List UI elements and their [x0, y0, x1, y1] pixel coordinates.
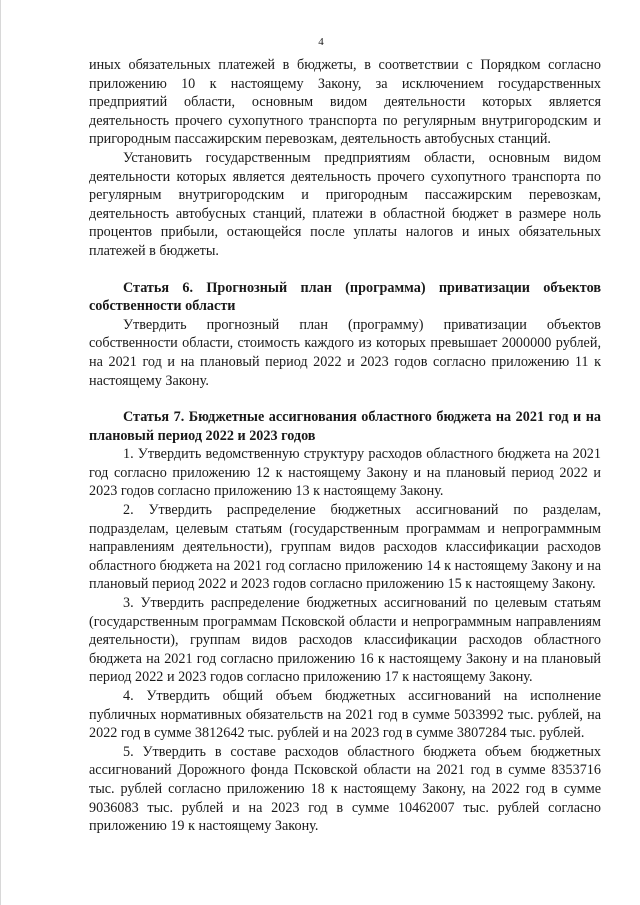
paragraph: иных обязательных платежей в бюджеты, в соответствии с Порядком согласно приложению 10 к настоящему Закону, за исключением государственных предприятий области, основным видом деятельности которых является деятельность прочего сухопутного транспорта по регулярным внутригородским и пригородным пассажирским перевозкам, деятельность автобусных станций.	[89, 57, 601, 148]
article-7-item-2: 2. Утвердить распределение бюджетных ассигнований по разделам, подразделам, целевым статьям (государственным программам и непрограммным направлениям деятельности), группам видов расходов классификации расходов областного бюджета на 2021 год согласно приложению 14 к настоящему Закону и на плановый период 2022 и 2023 годов согласно приложению 15 к настоящему Закону.	[89, 502, 601, 593]
document-body	[89, 56, 601, 836]
article-6-heading: Статья 6. Прогнозный план (программа) приватизации объектов собственности области	[89, 279, 601, 315]
article-7-item-5: 5. Утвердить в составе расходов областного бюджета объем бюджетных ассигнований Дорожного фонда Псковской области на 2021 год в сумме 8353716 тыс. рублей согласно приложению 18 к настоящему Закону, на 2022 год в сумме 9036083 тыс. рублей и на 2023 год в сумме 10462007 тыс. рублей согласно приложению 19 к настоящему Закону.	[89, 743, 601, 835]
paragraph: Установить государственным предприятиям области, основным видом деятельности которых является деятельность прочего сухопутного транспорта по регулярным внутригородским и пригородным пассажирским перевозкам, деятельность автобусных станций, платежи в областной бюджет в размере ноль процентов прибыли, остающейся после уплаты налогов и иных обязательных платежей в бюджеты.	[89, 149, 601, 259]
article-7-item-4: 4. Утвердить общий объем бюджетных ассигнований на исполнение публичных нормативных обязательств на 2021 год в сумме 5033992 тыс. рублей, на 2022 год в сумме 3812642 тыс. рублей и на 2023 год в сумме 3807284 тыс. рублей.	[89, 688, 601, 742]
page-number: 4	[318, 36, 324, 48]
article-6-text: Утвердить прогнозный план (программу) приватизации объектов собственности области, стоимость каждого из которых превышает 2000000 рублей, на 2021 год и на плановый период 2022 и 2023 годов согласно приложению 11 к настоящему Закону.	[89, 316, 601, 389]
article-7-item-3: 3. Утвердить распределение бюджетных ассигнований по целевым статьям (государственным программам Псковской области и непрограммным направлениям деятельности), группам видов расходов классификации расходов областного бюджета на 2021 год согласно приложению 16 к настоящему Закону и на плановый период 2022 и 2023 годов согласно приложению 17 к настоящему Закону.	[89, 595, 601, 686]
article-7-item-1: 1. Утвердить ведомственную структуру расходов областного бюджета на 2021 год согласно приложению 12 к настоящему Закону и на плановый период 2022 и 2023 годов согласно приложению 13 к настоящему Закону.	[89, 446, 601, 500]
article-7-heading: Статья 7. Бюджетные ассигнования областного бюджета на 2021 год и на плановый период 2022 и 2023 годов	[89, 409, 601, 444]
